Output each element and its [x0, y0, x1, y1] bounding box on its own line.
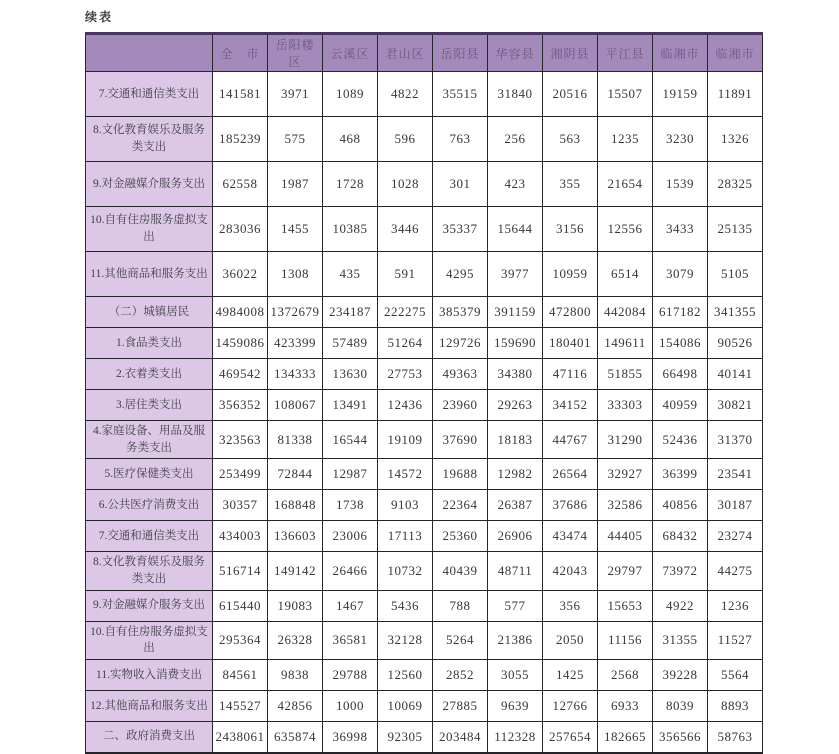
value-cell: 2438061 [213, 722, 268, 753]
value-cell: 32128 [378, 621, 433, 659]
value-cell: 23960 [433, 390, 488, 421]
value-cell: 12766 [543, 691, 598, 722]
value-cell: 1987 [268, 162, 323, 207]
value-cell: 15644 [488, 207, 543, 252]
value-cell: 30187 [708, 490, 763, 521]
value-cell: 423399 [268, 328, 323, 359]
table-row [86, 552, 763, 590]
value-cell: 1467 [323, 590, 378, 621]
column-header-6: 湘阴县 [543, 34, 598, 72]
value-cell: 1235 [598, 117, 653, 162]
value-cell: 19159 [653, 72, 708, 117]
value-cell: 36022 [213, 252, 268, 297]
value-cell: 68432 [653, 521, 708, 552]
row-label-cell: 10.自有住房服务虚拟支出 [86, 207, 213, 252]
value-cell: 134333 [268, 359, 323, 390]
value-cell: 72844 [268, 459, 323, 490]
value-cell: 23541 [708, 459, 763, 490]
value-cell: 12556 [598, 207, 653, 252]
value-cell: 356566 [653, 722, 708, 753]
value-cell: 40141 [708, 359, 763, 390]
value-cell: 435 [323, 252, 378, 297]
value-cell: 341355 [708, 297, 763, 328]
table-row [86, 722, 763, 753]
table-row [86, 390, 763, 421]
value-cell: 3055 [488, 660, 543, 691]
value-cell: 4295 [433, 252, 488, 297]
value-cell: 469542 [213, 359, 268, 390]
value-cell: 5264 [433, 621, 488, 659]
value-cell: 12982 [488, 459, 543, 490]
value-cell: 6514 [598, 252, 653, 297]
value-cell: 19083 [268, 590, 323, 621]
row-label-cell: 8.文化教育娱乐及服务类支出 [86, 552, 213, 590]
value-cell: 51264 [378, 328, 433, 359]
value-cell: 29263 [488, 390, 543, 421]
value-cell: 295364 [213, 621, 268, 659]
value-cell: 26328 [268, 621, 323, 659]
value-cell: 92305 [378, 722, 433, 753]
value-cell: 145527 [213, 691, 268, 722]
value-cell: 591 [378, 252, 433, 297]
value-cell: 15507 [598, 72, 653, 117]
value-cell: 356 [543, 590, 598, 621]
value-cell: 11527 [708, 621, 763, 659]
row-label-cell: 6.公共医疗消费支出 [86, 490, 213, 521]
value-cell: 81338 [268, 421, 323, 459]
value-cell: 29788 [323, 660, 378, 691]
row-label-cell: 3.居住类支出 [86, 390, 213, 421]
column-header-0: 全 市 [213, 34, 268, 72]
value-cell: 1539 [653, 162, 708, 207]
value-cell: 182665 [598, 722, 653, 753]
value-cell: 40439 [433, 552, 488, 590]
value-cell: 14572 [378, 459, 433, 490]
value-cell: 31290 [598, 421, 653, 459]
value-cell: 19688 [433, 459, 488, 490]
value-cell: 4822 [378, 72, 433, 117]
table-row [86, 207, 763, 252]
row-label-cell: 12.其他商品和服务支出 [86, 691, 213, 722]
value-cell: 36581 [323, 621, 378, 659]
value-cell: 47116 [543, 359, 598, 390]
value-cell: 84561 [213, 660, 268, 691]
value-cell: 168848 [268, 490, 323, 521]
column-header-9: 临湘市 [708, 34, 763, 72]
value-cell: 40959 [653, 390, 708, 421]
value-cell: 257654 [543, 722, 598, 753]
table-row [86, 621, 763, 659]
value-cell: 26564 [543, 459, 598, 490]
value-cell: 112328 [488, 722, 543, 753]
value-cell: 3446 [378, 207, 433, 252]
value-cell: 42856 [268, 691, 323, 722]
row-label-cell: 10.自有住房服务虚拟支出 [86, 621, 213, 659]
expenditure-table [85, 32, 763, 754]
row-label-cell: 二、政府消费支出 [86, 722, 213, 753]
column-header-5: 华容县 [488, 34, 543, 72]
value-cell: 57489 [323, 328, 378, 359]
value-cell: 149611 [598, 328, 653, 359]
value-cell: 10385 [323, 207, 378, 252]
value-cell: 3156 [543, 207, 598, 252]
row-label-cell: 4.家庭设备、用品及服务类支出 [86, 421, 213, 459]
value-cell: 66498 [653, 359, 708, 390]
value-cell: 154086 [653, 328, 708, 359]
value-cell: 234187 [323, 297, 378, 328]
value-cell: 468 [323, 117, 378, 162]
value-cell: 423 [488, 162, 543, 207]
value-cell: 11891 [708, 72, 763, 117]
value-cell: 17113 [378, 521, 433, 552]
value-cell: 9838 [268, 660, 323, 691]
table-row [86, 459, 763, 490]
value-cell: 323563 [213, 421, 268, 459]
value-cell: 442084 [598, 297, 653, 328]
column-header-8: 临湘市 [653, 34, 708, 72]
table-row [86, 490, 763, 521]
row-label-cell: 9.对金融媒介服务支出 [86, 590, 213, 621]
value-cell: 31355 [653, 621, 708, 659]
row-label-cell: 5.医疗保健类支出 [86, 459, 213, 490]
value-cell: 9103 [378, 490, 433, 521]
value-cell: 42043 [543, 552, 598, 590]
value-cell: 44767 [543, 421, 598, 459]
value-cell: 2050 [543, 621, 598, 659]
value-cell: 30821 [708, 390, 763, 421]
value-cell: 5105 [708, 252, 763, 297]
value-cell: 3230 [653, 117, 708, 162]
value-cell: 1728 [323, 162, 378, 207]
value-cell: 129726 [433, 328, 488, 359]
value-cell: 1326 [708, 117, 763, 162]
corner-cell [86, 34, 213, 72]
value-cell: 1089 [323, 72, 378, 117]
value-cell: 635874 [268, 722, 323, 753]
row-label-cell: 11.实物收入消费支出 [86, 660, 213, 691]
value-cell: 6933 [598, 691, 653, 722]
value-cell: 391159 [488, 297, 543, 328]
value-cell: 33303 [598, 390, 653, 421]
value-cell: 12987 [323, 459, 378, 490]
value-cell: 1236 [708, 590, 763, 621]
value-cell: 763 [433, 117, 488, 162]
value-cell: 21386 [488, 621, 543, 659]
value-cell: 11156 [598, 621, 653, 659]
table-row [86, 590, 763, 621]
value-cell: 516714 [213, 552, 268, 590]
value-cell: 10732 [378, 552, 433, 590]
value-cell: 34380 [488, 359, 543, 390]
table-row [86, 117, 763, 162]
table-row [86, 297, 763, 328]
value-cell: 51855 [598, 359, 653, 390]
value-cell: 12560 [378, 660, 433, 691]
value-cell: 434003 [213, 521, 268, 552]
row-label-cell: 8.文化教育娱乐及服务类支出 [86, 117, 213, 162]
value-cell: 28325 [708, 162, 763, 207]
value-cell: 36998 [323, 722, 378, 753]
table-row [86, 691, 763, 722]
column-header-4: 岳阳县 [433, 34, 488, 72]
value-cell: 788 [433, 590, 488, 621]
header-row [86, 34, 763, 72]
value-cell: 32586 [598, 490, 653, 521]
value-cell: 8893 [708, 691, 763, 722]
value-cell: 1028 [378, 162, 433, 207]
table-row [86, 660, 763, 691]
value-cell: 62558 [213, 162, 268, 207]
value-cell: 10069 [378, 691, 433, 722]
value-cell: 203484 [433, 722, 488, 753]
table-row [86, 162, 763, 207]
row-label-cell: 9.对金融媒介服务支出 [86, 162, 213, 207]
value-cell: 36399 [653, 459, 708, 490]
value-cell: 615440 [213, 590, 268, 621]
value-cell: 21654 [598, 162, 653, 207]
value-cell: 19109 [378, 421, 433, 459]
value-cell: 575 [268, 117, 323, 162]
value-cell: 577 [488, 590, 543, 621]
value-cell: 90526 [708, 328, 763, 359]
table-header [86, 34, 763, 72]
value-cell: 44275 [708, 552, 763, 590]
value-cell: 58763 [708, 722, 763, 753]
value-cell: 108067 [268, 390, 323, 421]
value-cell: 44405 [598, 521, 653, 552]
value-cell: 48711 [488, 552, 543, 590]
value-cell: 10959 [543, 252, 598, 297]
value-cell: 26906 [488, 521, 543, 552]
table-continuation-label: 续表 [85, 10, 114, 24]
value-cell: 37690 [433, 421, 488, 459]
value-cell: 12436 [378, 390, 433, 421]
value-cell: 2852 [433, 660, 488, 691]
table-row [86, 521, 763, 552]
value-cell: 5564 [708, 660, 763, 691]
value-cell: 222275 [378, 297, 433, 328]
value-cell: 34152 [543, 390, 598, 421]
value-cell: 3971 [268, 72, 323, 117]
value-cell: 35515 [433, 72, 488, 117]
row-label-cell: （二）城镇居民 [86, 297, 213, 328]
value-cell: 39228 [653, 660, 708, 691]
value-cell: 356352 [213, 390, 268, 421]
value-cell: 256 [488, 117, 543, 162]
value-cell: 13630 [323, 359, 378, 390]
value-cell: 30357 [213, 490, 268, 521]
value-cell: 136603 [268, 521, 323, 552]
value-cell: 185239 [213, 117, 268, 162]
table-body [86, 72, 763, 753]
value-cell: 20516 [543, 72, 598, 117]
value-cell: 1000 [323, 691, 378, 722]
row-label-cell: 1.食品类支出 [86, 328, 213, 359]
value-cell: 253499 [213, 459, 268, 490]
value-cell: 596 [378, 117, 433, 162]
value-cell: 5436 [378, 590, 433, 621]
value-cell: 3977 [488, 252, 543, 297]
value-cell: 37686 [543, 490, 598, 521]
value-cell: 26387 [488, 490, 543, 521]
value-cell: 159690 [488, 328, 543, 359]
value-cell: 617182 [653, 297, 708, 328]
value-cell: 26466 [323, 552, 378, 590]
value-cell: 9639 [488, 691, 543, 722]
value-cell: 1308 [268, 252, 323, 297]
row-label-cell: 11.其他商品和服务支出 [86, 252, 213, 297]
table-row [86, 72, 763, 117]
value-cell: 355 [543, 162, 598, 207]
value-cell: 1738 [323, 490, 378, 521]
table-row [86, 252, 763, 297]
value-cell: 40856 [653, 490, 708, 521]
value-cell: 3079 [653, 252, 708, 297]
value-cell: 1459086 [213, 328, 268, 359]
value-cell: 29797 [598, 552, 653, 590]
value-cell: 4984008 [213, 297, 268, 328]
value-cell: 43474 [543, 521, 598, 552]
value-cell: 13491 [323, 390, 378, 421]
value-cell: 283036 [213, 207, 268, 252]
value-cell: 23006 [323, 521, 378, 552]
value-cell: 385379 [433, 297, 488, 328]
value-cell: 472800 [543, 297, 598, 328]
value-cell: 27885 [433, 691, 488, 722]
value-cell: 31840 [488, 72, 543, 117]
value-cell: 4922 [653, 590, 708, 621]
value-cell: 25360 [433, 521, 488, 552]
value-cell: 1455 [268, 207, 323, 252]
table-row [86, 359, 763, 390]
column-header-3: 君山区 [378, 34, 433, 72]
value-cell: 141581 [213, 72, 268, 117]
value-cell: 16544 [323, 421, 378, 459]
column-header-2: 云溪区 [323, 34, 378, 72]
table-row [86, 328, 763, 359]
value-cell: 1425 [543, 660, 598, 691]
column-header-1: 岳阳楼区 [268, 34, 323, 72]
value-cell: 15653 [598, 590, 653, 621]
column-header-7: 平江县 [598, 34, 653, 72]
value-cell: 8039 [653, 691, 708, 722]
value-cell: 3433 [653, 207, 708, 252]
row-label-cell: 7.交通和通信类支出 [86, 521, 213, 552]
value-cell: 52436 [653, 421, 708, 459]
value-cell: 149142 [268, 552, 323, 590]
value-cell: 32927 [598, 459, 653, 490]
value-cell: 23274 [708, 521, 763, 552]
value-cell: 1372679 [268, 297, 323, 328]
value-cell: 73972 [653, 552, 708, 590]
value-cell: 18183 [488, 421, 543, 459]
row-label-cell: 2.衣着类支出 [86, 359, 213, 390]
value-cell: 27753 [378, 359, 433, 390]
table-row [86, 421, 763, 459]
value-cell: 25135 [708, 207, 763, 252]
value-cell: 180401 [543, 328, 598, 359]
row-label-cell: 7.交通和通信类支出 [86, 72, 213, 117]
value-cell: 301 [433, 162, 488, 207]
value-cell: 35337 [433, 207, 488, 252]
value-cell: 22364 [433, 490, 488, 521]
value-cell: 31370 [708, 421, 763, 459]
value-cell: 2568 [598, 660, 653, 691]
value-cell: 563 [543, 117, 598, 162]
value-cell: 49363 [433, 359, 488, 390]
